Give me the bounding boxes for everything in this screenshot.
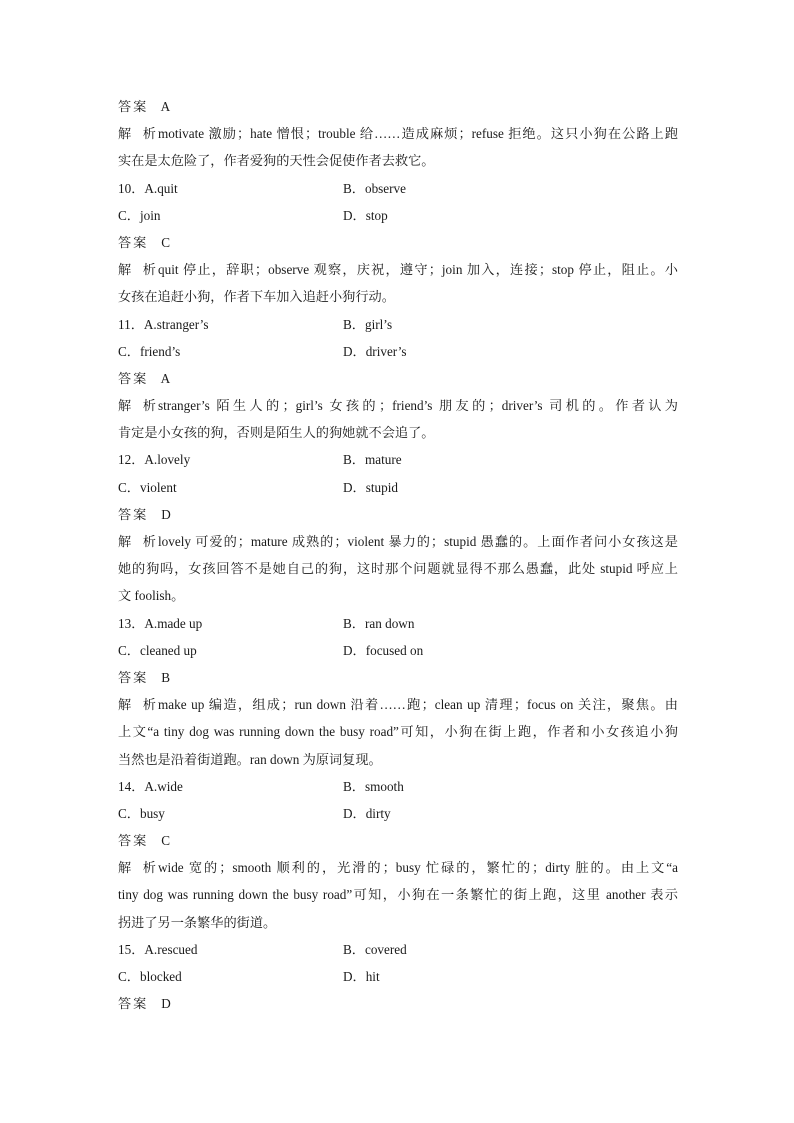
answer-line xyxy=(118,93,678,120)
answer-value: D xyxy=(161,506,171,522)
answer-line xyxy=(118,990,678,1017)
explanation-text: 实在是太危险了，作者爱狗的天性会促使作者去救它。 xyxy=(118,153,435,169)
option-b: B．smooth xyxy=(343,778,404,794)
option-a: 11．A.stranger’s xyxy=(118,316,209,332)
answer-value: D xyxy=(161,996,171,1012)
answer-value: A xyxy=(160,370,171,386)
explanation-label: 解析 xyxy=(118,534,158,549)
option-a: 13．A.made up xyxy=(118,615,203,631)
explanation-line xyxy=(118,691,678,718)
answer-label: 答案 xyxy=(118,370,149,386)
answer-value: C xyxy=(161,833,171,849)
option-d: D．stupid xyxy=(343,479,398,495)
option-d: D．dirty xyxy=(343,805,391,821)
options-row xyxy=(118,936,678,963)
options-row xyxy=(118,773,678,800)
explanation-text: 当然也是沿着街道跑。ran down 为原词复现。 xyxy=(118,751,382,767)
explanation-text: 她的狗吗，女孩回答不是她自己的狗，这时那个问题就显得不那么愚蠢，此处 stupid 呼应上 xyxy=(118,561,678,577)
options-row xyxy=(118,202,678,229)
explanation-label: 解析 xyxy=(118,697,158,713)
option-c: C．friend’s xyxy=(118,343,181,359)
explanation-line xyxy=(118,419,678,446)
explanation-line xyxy=(118,746,678,773)
answer-label: 答案 xyxy=(118,996,149,1012)
explanation-text: motivate 激励；hate 憎恨；trouble 给……造成麻烦；refuse 拒绝。这只小狗在公路上跑 xyxy=(158,126,678,142)
explanation-label: 解析 xyxy=(118,860,158,876)
explanation-line xyxy=(118,392,678,419)
explanation-text: lovely 可爱的；mature 成熟的；violent 暴力的；stupid 愚蠢的。上面作者问小女孩这是 xyxy=(158,534,678,549)
explanation-line xyxy=(118,147,678,174)
options-row xyxy=(118,338,678,365)
option-b: B．mature xyxy=(343,452,402,468)
option-d: D．stop xyxy=(343,207,388,223)
explanation-line xyxy=(118,718,678,745)
answer-label: 答案 xyxy=(118,234,149,250)
answer-line xyxy=(118,501,678,528)
explanation-label: 解析 xyxy=(118,398,158,414)
explanation-line xyxy=(118,909,678,936)
explanation-text: 文 foolish。 xyxy=(118,588,185,604)
options-row xyxy=(118,963,678,990)
option-a: 12．A.lovely xyxy=(118,452,191,468)
option-c: C．busy xyxy=(118,805,165,821)
explanation-text: 上文“a tiny dog was running down the busy road”可知，小狗在街上跑，作者和小女孩追小狗 xyxy=(118,724,678,740)
answer-label: 答案 xyxy=(118,506,149,522)
option-c: C．join xyxy=(118,207,161,223)
explanation-text: quit 停止，辞职；observe 观察，庆祝，遵守；join 加入，连接；stop 停止，阻止。小 xyxy=(158,262,678,278)
explanation-line xyxy=(118,283,678,310)
options-row xyxy=(118,474,678,501)
document-content xyxy=(118,93,678,1017)
explanation-line xyxy=(118,582,678,609)
option-b: B．covered xyxy=(343,941,407,957)
answer-line xyxy=(118,365,678,392)
option-b: B．ran down xyxy=(343,615,415,631)
options-row xyxy=(118,175,678,202)
option-d: D．driver’s xyxy=(343,343,407,359)
option-c: C．cleaned up xyxy=(118,642,197,658)
options-row xyxy=(118,637,678,664)
explanation-label: 解析 xyxy=(118,262,158,278)
answer-value: B xyxy=(161,669,171,685)
options-row xyxy=(118,311,678,338)
explanation-text: 拐进了另一条繁华的街道。 xyxy=(118,914,277,930)
answer-line xyxy=(118,664,678,691)
explanation-line xyxy=(118,120,678,147)
answer-label: 答案 xyxy=(118,669,149,685)
explanation-text: 女孩在追赶小狗，作者下车加入追赶小狗行动。 xyxy=(118,289,395,305)
explanation-text: tiny dog was running down the busy road”可知，小狗在一条繁忙的街上跑，这里 another 表示 xyxy=(118,887,678,903)
answer-value: A xyxy=(160,99,171,114)
option-d: D．hit xyxy=(343,969,380,984)
explanation-line xyxy=(118,854,678,881)
options-row xyxy=(118,800,678,827)
options-row xyxy=(118,446,678,473)
option-a: 14．A.wide xyxy=(118,778,183,794)
answer-line xyxy=(118,229,678,256)
explanation-text: make up 编造，组成；run down 沿着……跑；clean up 清理；focus on 关注，聚焦。由 xyxy=(158,697,678,713)
answer-line xyxy=(118,827,678,854)
option-b: B．observe xyxy=(343,180,406,196)
option-a: 15．A.rescued xyxy=(118,941,198,957)
answer-label: 答案 xyxy=(118,833,149,849)
explanation-text: wide 宽的；smooth 顺利的，光滑的；busy 忙碌的，繁忙的；dirty 脏的。由上文“a xyxy=(158,860,678,876)
option-b: B．girl’s xyxy=(343,316,393,332)
answer-label: 答案 xyxy=(118,99,149,114)
options-row xyxy=(118,610,678,637)
answer-value: C xyxy=(161,234,171,250)
explanation-label: 解析 xyxy=(118,126,158,142)
explanation-text: 肯定是小女孩的狗，否则是陌生人的狗她就不会追了。 xyxy=(118,425,435,441)
option-c: C．blocked xyxy=(118,969,182,984)
explanation-line xyxy=(118,528,678,555)
option-a: 10．A.quit xyxy=(118,180,178,196)
explanation-line xyxy=(118,256,678,283)
explanation-line xyxy=(118,881,678,908)
explanation-line xyxy=(118,555,678,582)
option-d: D．focused on xyxy=(343,642,424,658)
option-c: C．violent xyxy=(118,479,177,495)
explanation-text: stranger’s 陌生人的；girl’s 女孩的；friend’s 朋友的；driver’s 司机的。作者认为 xyxy=(158,398,678,414)
